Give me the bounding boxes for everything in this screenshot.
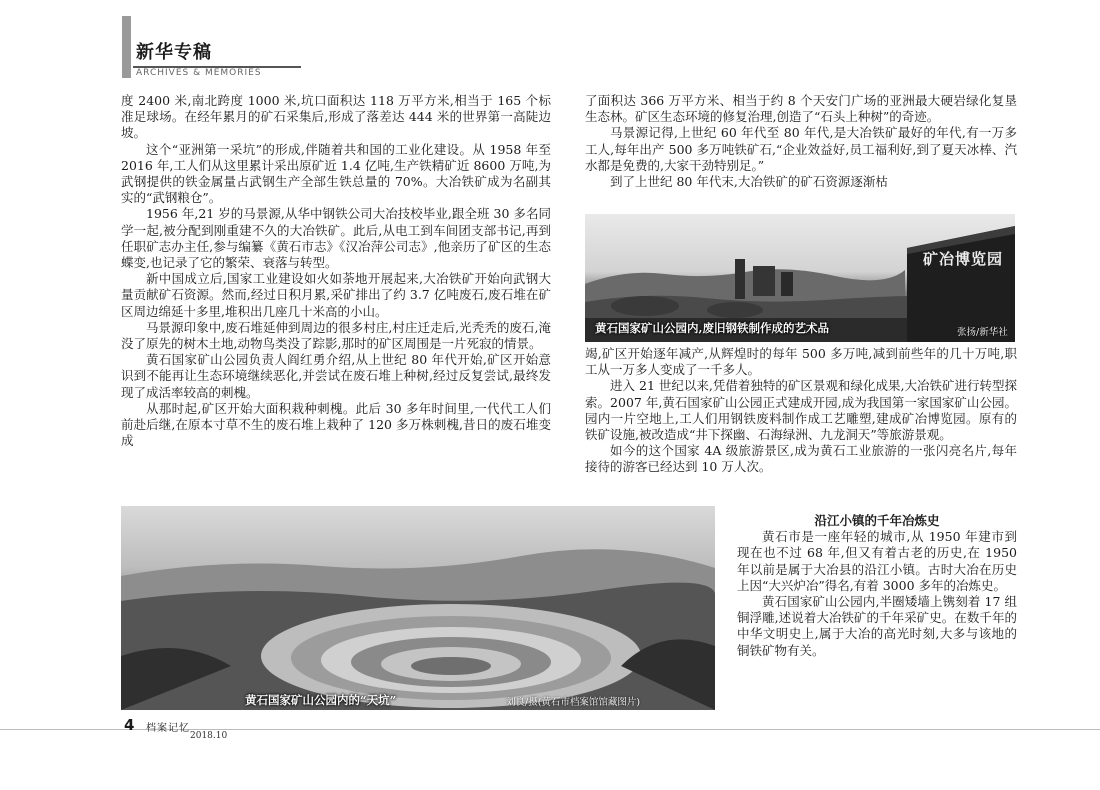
issue-date: 2018.10 bbox=[190, 731, 228, 741]
page-number: 4 bbox=[124, 716, 135, 734]
header-accent-bar bbox=[122, 16, 131, 78]
body-paragraph: 马景源记得,上世纪 60 年代至 80 年代,是大冶铁矿最好的年代,有一万多工人,每年出产 500 多万吨铁矿石,“企业效益好,员工福利好,到了夏天冰棒、汽水都是免费的,大家干劲特别足。” bbox=[585, 125, 1017, 173]
body-paragraph: 进入 21 世纪以来,凭借着独特的矿区景观和绿化成果,大冶铁矿进行转型探索。2007 年,黄石国家矿山公园正式建成开园,成为我国第一家国家矿山公园。园内一片空地上,工人们用钢铁废料制作成工艺雕塑,建成矿冶博览园。原有的铁矿设施,被改造成“井下探幽、石海绿洲、九龙洞天”等旅游景观。 bbox=[585, 378, 1017, 443]
museum-sign-text: 矿冶博览园 bbox=[923, 250, 1004, 268]
left-column bbox=[121, 93, 551, 493]
right-column-middle bbox=[585, 346, 1017, 506]
body-paragraph: 到了上世纪 80 年代末,大冶铁矿的矿石资源逐渐枯 bbox=[610, 174, 888, 190]
column-title: 新华专稿 bbox=[136, 42, 212, 63]
museum-photo-caption: 黄石国家矿山公园内,废旧钢铁制作成的艺术品 bbox=[595, 321, 830, 335]
body-paragraph: 如今的这个国家 4A 级旅游景区,成为黄石工业旅游的一张闪亮名片,每年接待的游客已经达到 10 万人次。 bbox=[585, 443, 1017, 475]
section-paragraph: 黄石市是一座年轻的城市,从 1950 年建市到现在也不过 68 年,但又有着古老的历史,在 1950 年以前是属于大冶县的沿江小镇。古时大冶在历史上因“大兴炉冶”得名,有着 3000 多年的冶炼史。 bbox=[737, 529, 1017, 593]
body-paragraph: 竭,矿区开始逐年减产,从辉煌时的每年 500 多万吨,减到前些年的几十万吨,职工从一万多人变成了一千多人。 bbox=[585, 346, 1017, 378]
column-subtitle: ARCHIVES & MEMORIES bbox=[136, 68, 262, 78]
section-paragraph: 黄石国家矿山公园内,半圈矮墙上镌刻着 17 组铜浮雕,述说着大冶铁矿的千年采矿史。在数千年的中华文明史上,属于大冶的高光时刻,大多与该地的铜铁矿物有关。 bbox=[737, 594, 1017, 658]
body-paragraph: 黄石国家矿山公园负责人阎红勇介绍,从上世纪 80 年代开始,矿区开始意识到不能再让生态环境继续恶化,并尝试在废石堆上种树,经过反复尝试,最终发现了成活率较高的刺槐。 bbox=[121, 352, 551, 400]
body-paragraph: 从那时起,矿区开始大面积栽种刺槐。此后 30 多年时间里,一代代工人们前赴后继,在原本寸草不生的废石堆上栽种了 120 多万株刺槐,昔日的废石堆变成 bbox=[121, 400, 551, 449]
body-paragraph: 了面积达 366 万平方米、相当于约 8 个天安门广场的亚洲最大硬岩绿化复垦生态林。矿区生态环境的修复治理,创造了“石头上种树”的奇迹。 bbox=[585, 93, 1017, 125]
museum-photo bbox=[585, 214, 1015, 342]
museum-photo-credit: 张扬/新华社 bbox=[957, 327, 1008, 338]
right-column-top bbox=[585, 93, 1017, 205]
pit-photo-credit: 刘良/摄(黄石市档案馆馆藏图片) bbox=[506, 697, 641, 708]
section-heading: 沿江小镇的千年冶炼史 bbox=[814, 513, 940, 528]
right-column-bottom bbox=[737, 513, 1017, 713]
magazine-name: 档案记忆 bbox=[146, 723, 190, 734]
body-paragraph: 1956 年,21 岁的马景源,从华中钢铁公司大冶技校毕业,跟全班 30 多名同学一起,被分配到刚重建不久的大冶铁矿。此后,从电工到车间团支部书记,再到任职矿志办主任,参与编纂《黄石市志》《汉冶萍公司志》,他亲历了矿区的生态蝶变,也记录了它的繁荣、衰落与转型。 bbox=[121, 206, 551, 271]
body-paragraph: 新中国成立后,国家工业建设如火如荼地开展起来,大冶铁矿开始向武钢大量贡献矿石资源。然而,经过日积月累,采矿排出了约 3.7 亿吨废石,废石堆在矿区周边绵延十多里,堆积出几座几十米高的小山。 bbox=[121, 271, 551, 319]
body-paragraph: 马景源印象中,废石堆延伸到周边的很多村庄,村庄迁走后,光秃秃的废石,淹没了原先的树木土地,动物鸟类没了踪影,那时的矿区周围是一片死寂的情景。 bbox=[121, 319, 551, 352]
body-paragraph: 度 2400 米,南北跨度 1000 米,坑口面积达 118 万平方米,相当于 165 个标准足球场。在经年累月的矿石采集后,形成了落差达 444 米的世界第一高陡边坡。 bbox=[121, 93, 551, 141]
pit-photo bbox=[121, 506, 715, 710]
pit-photo-caption: 黄石国家矿山公园内的“天坑” bbox=[245, 693, 397, 707]
body-paragraph: 这个“亚洲第一采坑”的形成,伴随着共和国的工业化建设。从 1958 年至 2016 年,工人们从这里累计采出原矿近 1.4 亿吨,生产铁精矿近 8600 万吨,为武钢提供的铁金属量占武钢生产全部生铁总量的 70%。大冶铁矿成为名副其实的“武钢粮仓”。 bbox=[121, 141, 551, 206]
pit-photo-drawing bbox=[121, 506, 715, 710]
